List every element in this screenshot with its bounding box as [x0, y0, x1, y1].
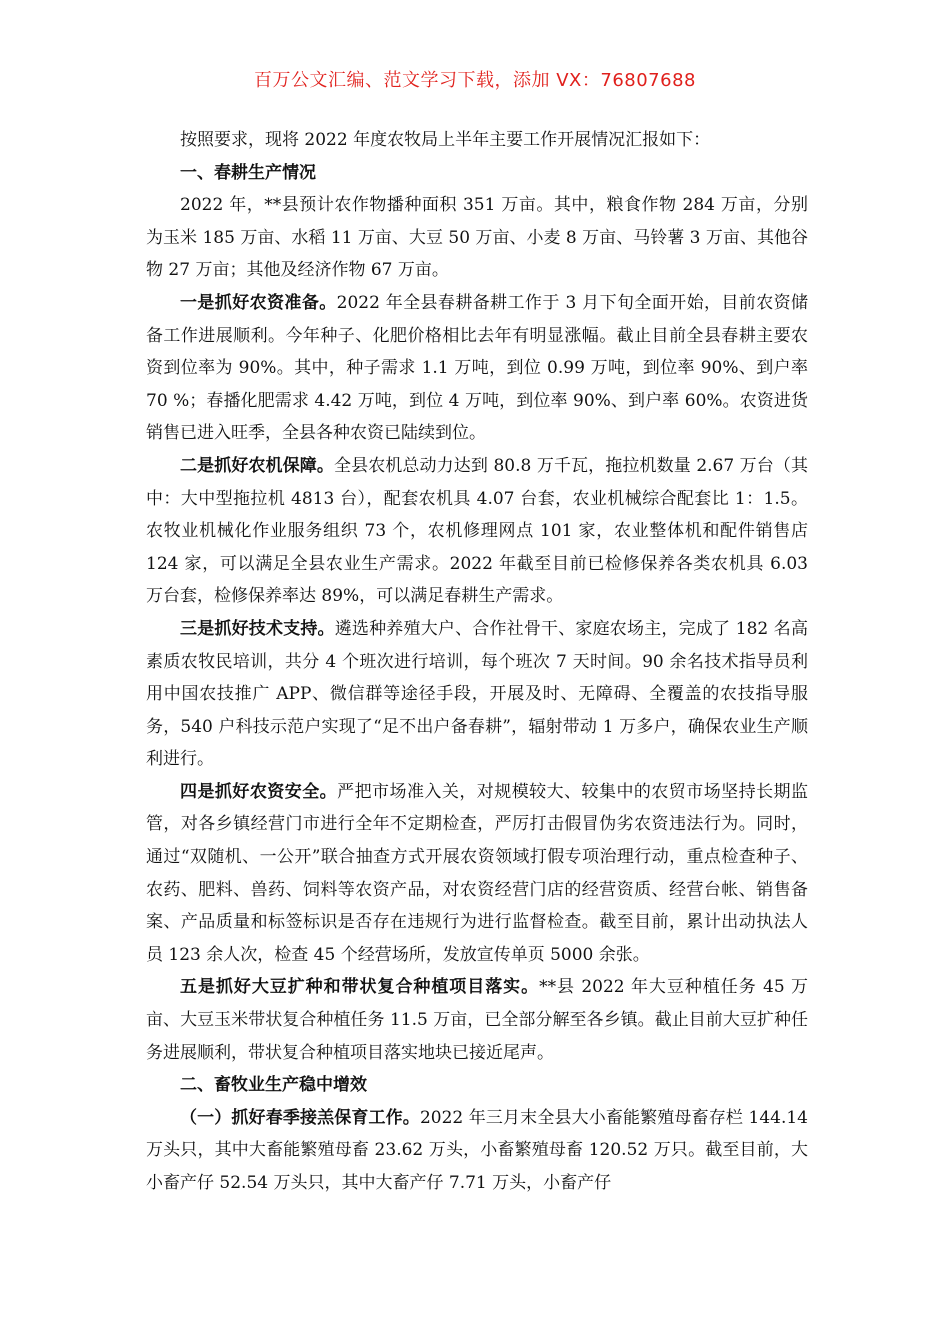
paragraph-body: 2022 年三月末全县大小畜能繁殖母畜存栏 144.14 万头只，其中大畜能繁殖母畜 23.62 万头，小畜繁殖母畜 120.52 万只。截至目前，大小畜产仔 52.54 万头只，其中大畜产仔 7.71 万头，小畜产仔 — [146, 1107, 809, 1193]
paragraph-machinery — [146, 450, 808, 613]
paragraph-lead: 一是抓好农资准备。 — [180, 292, 337, 313]
paragraph-body: 严把市场准入关，对规模较大、较集中的农贸市场坚持长期监管，对各乡镇经营门市进行全年不定期检查，严厉打击假冒伪劣农资违法行为。同时，通过“双随机、一公开”联合抽查方式开展农资领域打假专项治理行动，重点检查种子、农药、肥料、兽药、饲料等农资产品，对农资经营门店的经营资质、经营台帐、销售备案、产品质量和标签标识是否存在违规行为进行监督检查。截至目前，累计出动执法人员 123 余人次，检查 45 个经营场所，发放宣传单页 5000 余张。 — [146, 781, 809, 965]
paragraph-lead: （一）抓好春季接羔保育工作。 — [180, 1107, 420, 1128]
paragraph-soybean-project — [146, 971, 808, 1069]
promo-banner-text: 百万公文汇编、范文学习下载，添加 VX：76807688 — [254, 70, 696, 91]
section-heading-livestock: 二、畜牧业生产稳中增效 — [180, 1075, 367, 1096]
paragraph-body: **县 2022 年大豆种植任务 45 万亩、大豆玉米带状复合种植任务 11.5 万亩，已全部分解至各乡镇。截止目前大豆扩种任务进展顺利，带状复合种植项目落实地块已接近尾声。 — [146, 977, 809, 1063]
paragraph-supply-safety — [146, 776, 808, 972]
section-heading-spring-farming: 一、春耕生产情况 — [180, 162, 316, 183]
paragraph-lambing — [146, 1102, 808, 1200]
paragraph-lead: 三是抓好技术支持。 — [180, 618, 335, 639]
paragraph-lead: 二是抓好农机保障。 — [180, 455, 334, 476]
document-body — [146, 124, 808, 1200]
paragraph-lead: 五是抓好大豆扩种和带状复合种植项目落实。 — [180, 977, 540, 998]
paragraph-supplies — [146, 287, 808, 450]
paragraph-sowing-overview: 2022 年，**县预计农作物播种面积 351 万亩。其中，粮食作物 284 万亩，分别为玉米 185 万亩、水稻 11 万亩、大豆 50 万亩、小麦 8 万亩、马铃薯 3 万亩、其他谷物 27 万亩；其他及经济作物 67 万亩。 — [146, 195, 808, 281]
paragraph-body: 2022 年全县春耕备耕工作于 3 月下旬全面开始，目前农资储备工作进展顺利。今年种子、化肥价格相比去年有明显涨幅。截止目前全县春耕主要农资到位率为 90%。其中，种子需求 1.1 万吨，到位 0.99 万吨，到位率 90%、到户率 70 %；春播化肥需求 4.42 万吨，到位 4 万吨，到位率 90%、到户率 60%。农资进货销售已进入旺季，全县各种农资已陆续到位。 — [146, 292, 809, 444]
paragraph-body: 全县农机总动力达到 80.8 万千瓦，拖拉机数量 2.67 万台（其中：大中型拖拉机 4813 台），配套农机具 4.07 台套，农业机械综合配套比 1：1.5。农牧业机械化作业服务组织 73 个，农机修理网点 101 家，农业整体机和配件销售店 124 家，可以满足全县农业生产需求。2022 年截至目前已检修保养各类农机具 6.03 万台套，检修保养率达 89%，可以满足春耕生产需求。 — [146, 455, 809, 607]
intro-paragraph: 按照要求，现将 2022 年度农牧局上半年主要工作开展情况汇报如下： — [180, 130, 711, 150]
paragraph-lead: 四是抓好农资安全。 — [180, 781, 338, 802]
promo-banner — [0, 66, 950, 96]
paragraph-technical-support — [146, 613, 808, 776]
paragraph-body: 遴选种养殖大户、合作社骨干、家庭农场主，完成了 182 名高素质农牧民培训，共分 4 个班次进行培训，每个班次 7 天时间。90 余名技术指导员利用中国农技推广 APP、微信群等途径手段，开展及时、无障碍、全覆盖的农技指导服务，540 户科技示范户实现了“足不出户备春耕”，辐射带动 1 万多户，确保农业生产顺利进行。 — [146, 618, 808, 770]
